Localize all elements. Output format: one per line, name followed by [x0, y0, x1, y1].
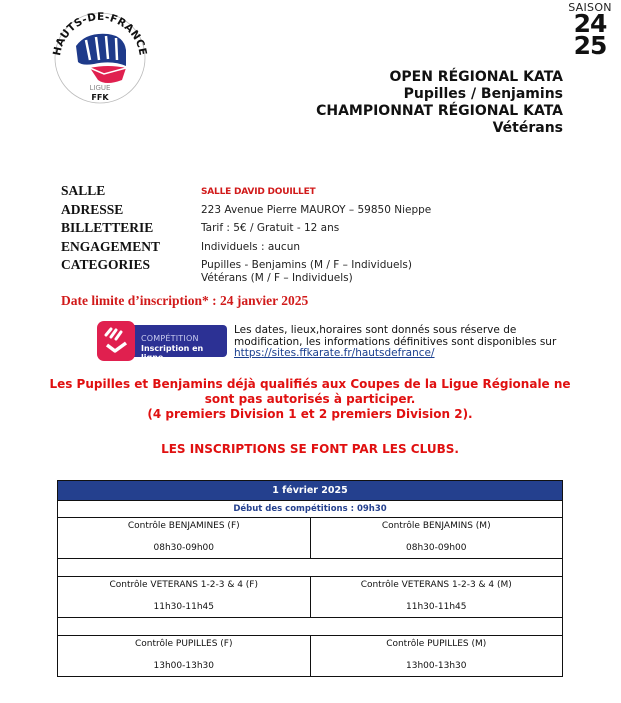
competition-start: Début des compétitions : 09h30 — [58, 501, 562, 518]
disclaimer-notice — [234, 325, 556, 360]
fist-icon — [97, 321, 135, 361]
cell-label: Contrôle VETERANS 1-2-3 & 4 (M) — [360, 580, 512, 590]
schedule-cell — [310, 518, 563, 558]
table-row — [58, 518, 562, 559]
table-row — [58, 577, 562, 618]
cell-label: Contrôle VETERANS 1-2-3 & 4 (F) — [109, 580, 258, 590]
title-line-4: Vétérans — [492, 120, 563, 136]
badge-line-1: COMPÉTITION — [141, 334, 199, 343]
title-line-2: Pupilles / Benjamins — [403, 86, 563, 102]
info-value — [201, 257, 412, 289]
online-registration-badge[interactable] — [97, 321, 227, 361]
ffk-site-link[interactable]: https://sites.ffkarate.fr/hautsdefrance/ — [234, 347, 435, 359]
schedule-cell — [58, 636, 310, 676]
qualification-warning — [40, 377, 580, 422]
info-key: CATEGORIES — [61, 257, 151, 272]
warning-line-1: Les Pupilles et Benjamins déjà qualifiés aux Coupes de la Ligue Régionale ne — [49, 377, 571, 391]
logo-ring-text: HAUTS-DE-FRANCE — [51, 10, 149, 57]
info-row-adresse — [61, 202, 431, 221]
info-key: ADRESSE — [61, 201, 124, 217]
cell-time: 11h30-11h45 — [406, 602, 467, 612]
info-row-salle — [61, 183, 431, 202]
category-line-1: Pupilles - Benjamins (M / F – Individuels) — [201, 259, 412, 271]
schedule-cell — [310, 636, 563, 676]
ligue-logo — [46, 4, 154, 108]
table-spacer-row — [58, 618, 562, 636]
cell-label: Contrôle BENJAMINS (M) — [381, 521, 491, 531]
cell-label: Contrôle BENJAMINES (F) — [127, 521, 240, 531]
cell-time: 11h30-11h45 — [153, 602, 214, 612]
badge-line-2: Inscription en ligne — [141, 344, 204, 362]
logo-brand-text: FFK — [91, 93, 109, 102]
info-row-engagement — [61, 239, 431, 258]
registration-deadline: Date limite d’inscription* : 24 janvier 2025 — [61, 293, 309, 308]
cell-label: Contrôle PUPILLES (M) — [386, 639, 487, 649]
event-titles — [316, 69, 563, 137]
schedule-cell — [58, 518, 310, 558]
event-info — [61, 183, 431, 289]
info-row-billetterie — [61, 220, 431, 239]
category-line-2: Vétérans (M / F – Individuels) — [201, 272, 353, 284]
season-label: SAISON — [568, 1, 612, 14]
cell-time: 13h00-13h30 — [406, 661, 467, 671]
notice-line-2: modification, les informations définitives sont disponibles sur — [234, 335, 557, 348]
ffk-fist-logo-icon — [46, 4, 154, 108]
schedule-cell — [310, 577, 563, 617]
warning-line-2: sont pas autorisés à participer. — [204, 392, 416, 406]
season-badge — [560, 1, 620, 60]
info-value: Tarif : 5€ / Gratuit - 12 ans — [201, 222, 340, 234]
clubs-registration-notice: LES INSCRIPTIONS SE FONT PAR LES CLUBS. — [161, 442, 459, 456]
notice-line-1: Les dates, lieux,horaires sont donnés sous réserve de — [234, 324, 517, 336]
info-key: BILLETTERIE — [61, 220, 154, 235]
info-value: SALLE DAVID DOUILLET — [201, 187, 316, 197]
table-spacer-row — [58, 559, 562, 577]
cell-label: Contrôle PUPILLES (F) — [134, 639, 233, 649]
info-value: Individuels : aucun — [201, 240, 301, 253]
cell-time: 13h00-13h30 — [153, 661, 214, 671]
info-key: SALLE — [61, 183, 106, 198]
title-line-3: CHAMPIONNAT RÉGIONAL KATA — [316, 103, 563, 119]
warning-line-3: (4 premiers Division 1 et 2 premiers Division 2). — [147, 407, 473, 421]
cell-time: 08h30-09h00 — [406, 543, 467, 553]
season-year-bottom: 25 — [573, 31, 607, 60]
logo-sub-text: LIGUE — [89, 84, 111, 92]
season-year-top: 24 — [573, 9, 607, 38]
cell-time: 08h30-09h00 — [153, 543, 214, 553]
info-key: ENGAGEMENT — [61, 238, 161, 254]
title-line-1: OPEN RÉGIONAL KATA — [389, 69, 563, 85]
schedule-table — [57, 480, 563, 677]
schedule-cell — [58, 577, 310, 617]
schedule-date: 1 février 2025 — [58, 481, 562, 501]
table-row — [58, 636, 562, 676]
info-row-categories — [61, 257, 431, 289]
info-value: 223 Avenue Pierre MAUROY – 59850 Nieppe — [201, 203, 432, 216]
